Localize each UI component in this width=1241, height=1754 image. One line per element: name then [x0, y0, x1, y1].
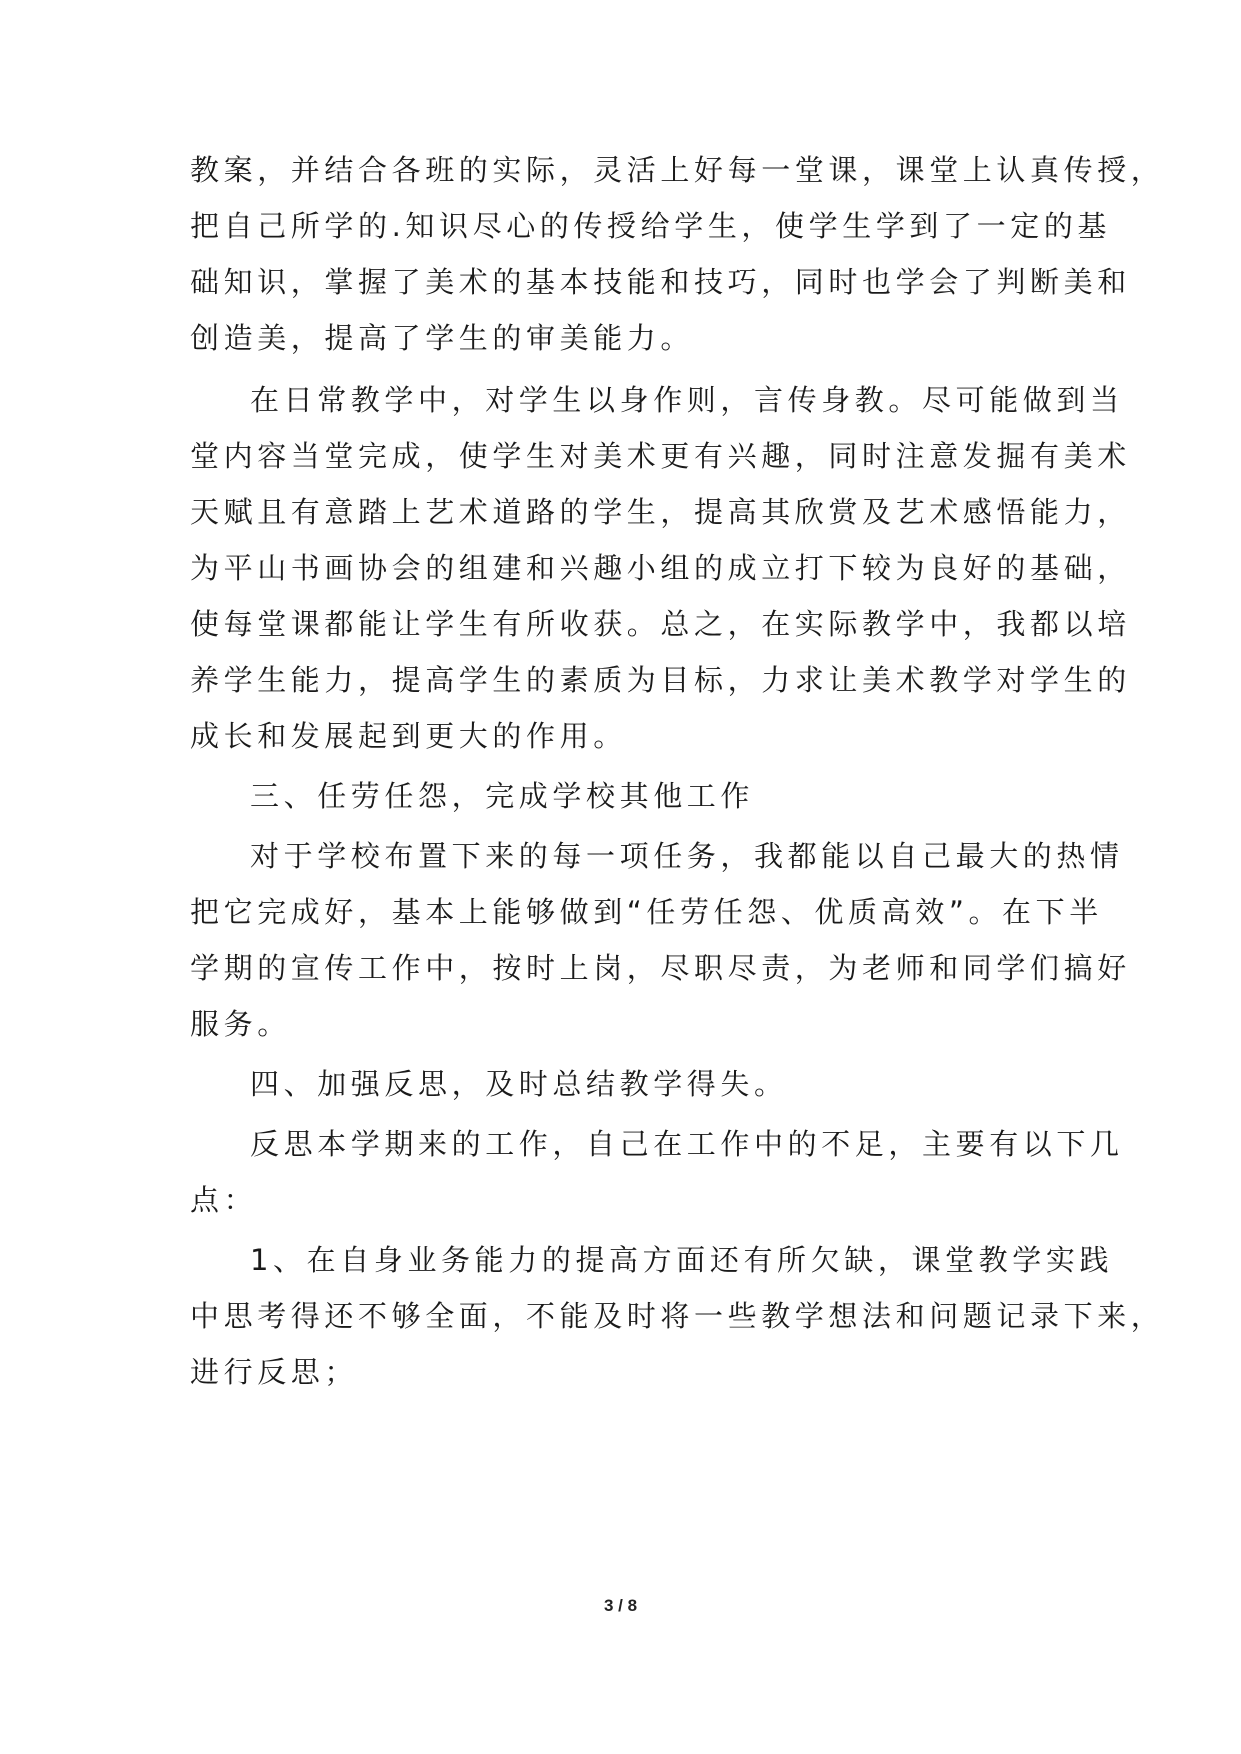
text-line: 进行反思；	[190, 1355, 359, 1389]
section-heading: 四、加强反思，及时总结教学得失。	[250, 1067, 788, 1101]
text-line: 学期的宣传工作中，按时上岗，尽职尽责，为老师和同学们搞好	[190, 951, 1131, 985]
text-line: 中思考得还不够全面，不能及时将一些教学想法和问题记录下来，	[190, 1299, 1165, 1333]
text-line: 在日常教学中，对学生以身作则，言传身教。尽可能做到当	[250, 383, 1124, 417]
text-line: 反思本学期来的工作，自己在工作中的不足，主要有以下几	[250, 1127, 1124, 1161]
page-number: 3 / 8	[603, 1596, 638, 1615]
text-line: 把它完成好，基本上能够做到“任劳任怨、优质高效”。在下半	[190, 895, 1103, 929]
text-line: 教案，并结合各班的实际，灵活上好每一堂课，课堂上认真传授，	[190, 153, 1165, 187]
text-line: 把自己所学的.知识尽心的传授给学生，使学生学到了一定的基	[190, 209, 1112, 243]
text-line: 创造美，提高了学生的审美能力。	[190, 321, 695, 355]
text-line: 使每堂课都能让学生有所收获。总之，在实际教学中，我都以培	[190, 607, 1131, 641]
text-line: 服务。	[190, 1007, 291, 1041]
text-line: 为平山书画协会的组建和兴趣小组的成立打下较为良好的基础，	[190, 551, 1131, 585]
text-line: 点：	[190, 1183, 258, 1217]
text-line: 成长和发展起到更大的作用。	[190, 719, 627, 753]
text-line: 养学生能力，提高学生的素质为目标，力求让美术教学对学生的	[190, 663, 1131, 697]
text-line: 堂内容当堂完成，使学生对美术更有兴趣，同时注意发掘有美术	[190, 439, 1131, 473]
text-line: 础知识，掌握了美术的基本技能和技巧，同时也学会了判断美和	[190, 265, 1131, 299]
text-line: 1、在自身业务能力的提高方面还有所欠缺，课堂教学实践	[250, 1243, 1114, 1277]
section-heading: 三、任劳任怨，完成学校其他工作	[250, 779, 755, 813]
text-line: 对于学校布置下来的每一项任务，我都能以自己最大的热情	[250, 839, 1124, 873]
text-line: 天赋且有意踏上艺术道路的学生，提高其欣赏及艺术感悟能力，	[190, 495, 1131, 529]
